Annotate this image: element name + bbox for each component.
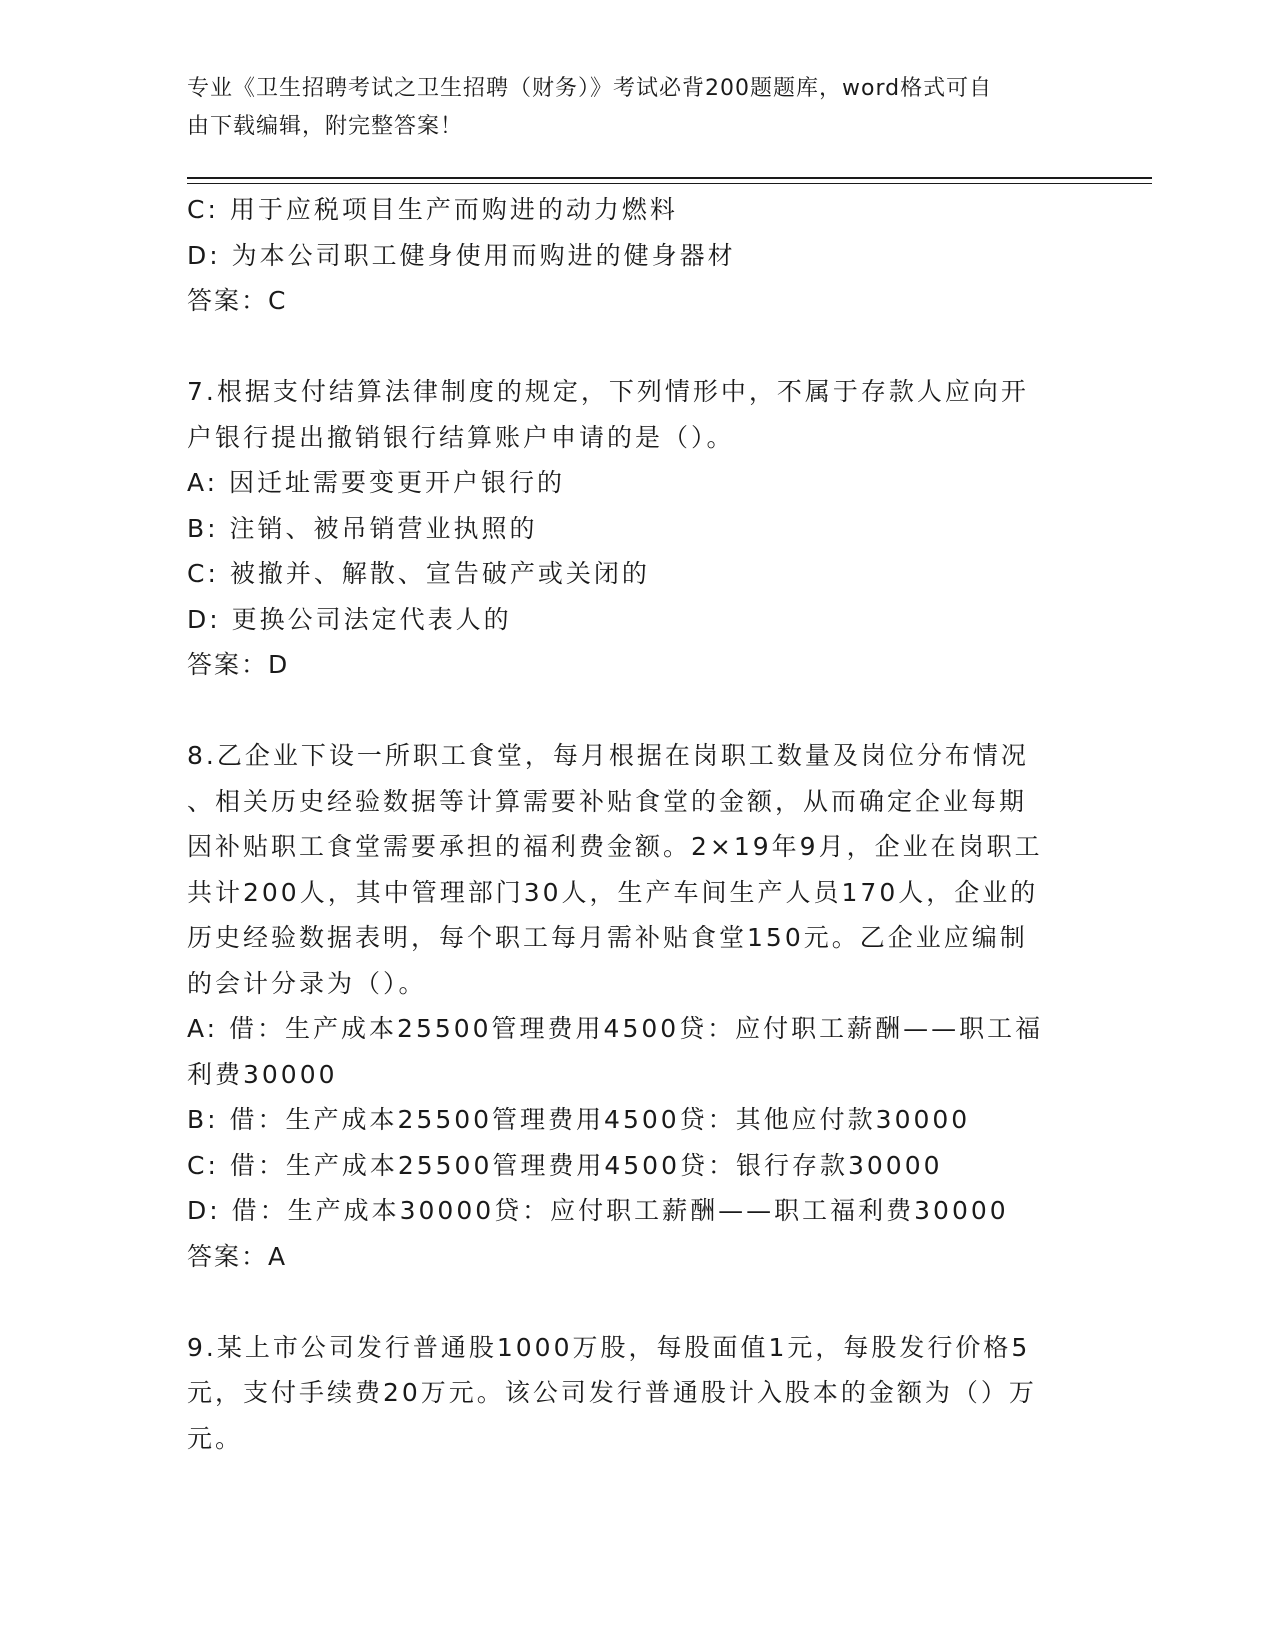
header-title-line-1: 专业《卫生招聘考试之卫生招聘（财务）》考试必背200题题库，word格式可自 (187, 76, 993, 101)
q9-stem-line-3: 元。 (187, 1423, 244, 1453)
document-header (187, 70, 1067, 146)
q6-option-c: C: 用于应税项目生产而购进的动力燃料 (187, 195, 678, 224)
q7-stem-line-2: 户银行提出撤销银行结算账户申请的是（）。 (187, 422, 735, 452)
q8-option-d: D: 借：生产成本30000贷：应付职工薪酬——职工福利费30000 (187, 1196, 1009, 1225)
q6-answer: 答案：C (187, 286, 288, 315)
question-7 (187, 369, 1087, 688)
q7-option-a: A: 因迁址需要变更开户银行的 (187, 468, 566, 497)
q9-stem-line-2: 元，支付手续费20万元。该公司发行普通股计入股本的金额为（）万 (187, 1378, 1037, 1407)
q8-stem-line-3: 因补贴职工食堂需要承担的福利费金额。2×19年9月，企业在岗职工 (187, 832, 1043, 861)
spacer (187, 1279, 1087, 1325)
q8-stem-line-2: 、相关历史经验数据等计算需要补贴食堂的金额，从而确定企业每期 (187, 786, 1028, 816)
q7-option-c: C: 被撤并、解散、宣告破产或关闭的 (187, 559, 650, 588)
q8-option-a-line-2: 利费30000 (187, 1059, 338, 1089)
q6-option-d: D: 为本公司职工健身使用而购进的健身器材 (187, 240, 736, 270)
header-divider-thick (187, 177, 1152, 179)
question-8 (187, 733, 1087, 1279)
spacer (187, 324, 1087, 370)
q7-option-b: B: 注销、被吊销营业执照的 (187, 513, 538, 543)
q9-stem-line-1: 9.某上市公司发行普通股1000万股，每股面值1元，每股发行价格5 (187, 1332, 1031, 1362)
question-content (187, 187, 1087, 1461)
spacer (187, 688, 1087, 734)
header-title-line-2: 由下载编辑，附完整答案！ (187, 114, 464, 139)
q8-answer: 答案：A (187, 1241, 288, 1271)
header-divider-thin (187, 183, 1152, 184)
question-9 (187, 1325, 1087, 1462)
q8-stem-line-5: 历史经验数据表明，每个职工每月需补贴食堂150元。乙企业应编制 (187, 923, 1028, 952)
q8-stem-line-1: 8.乙企业下设一所职工食堂，每月根据在岗职工数量及岗位分布情况 (187, 741, 1029, 770)
q8-option-c: C: 借：生产成本25500管理费用4500贷：银行存款30000 (187, 1150, 943, 1180)
q8-option-b: B: 借：生产成本25500管理费用4500贷：其他应付款30000 (187, 1105, 971, 1134)
q7-answer: 答案：D (187, 650, 290, 679)
q8-option-a-line-1: A: 借：生产成本25500管理费用4500贷：应付职工薪酬——职工福 (187, 1014, 1044, 1043)
q8-stem-line-6: 的会计分录为（）。 (187, 968, 427, 998)
q8-stem-line-4: 共计200人，其中管理部门30人，生产车间生产人员170人，企业的 (187, 877, 1039, 907)
q7-option-d: D: 更换公司法定代表人的 (187, 604, 512, 634)
q7-stem-line-1: 7.根据支付结算法律制度的规定，下列情形中，不属于存款人应向开 (187, 377, 1029, 406)
question-6-tail (187, 187, 1087, 324)
